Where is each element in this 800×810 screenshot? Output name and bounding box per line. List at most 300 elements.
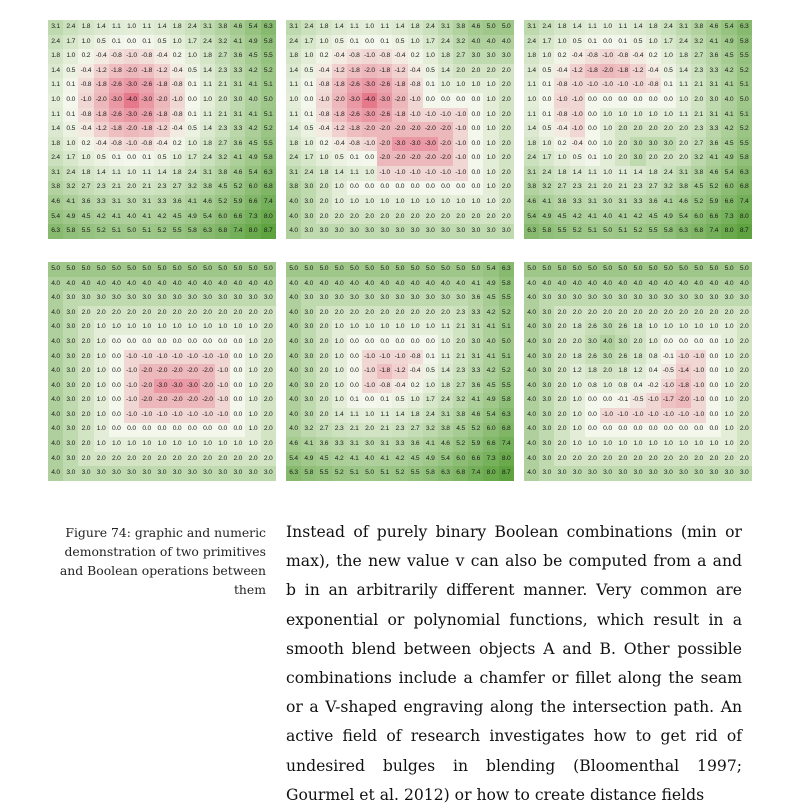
grid-cell: 1.1	[676, 78, 691, 93]
grid-cell: 5.4	[483, 262, 498, 277]
grid-cell: 1.0	[438, 78, 453, 93]
grid-cell: -1.0	[570, 122, 585, 137]
grid-cell: 4.0	[48, 306, 63, 321]
grid-cell: 1.4	[48, 122, 63, 137]
grid-cell: 0.0	[230, 364, 245, 379]
grid-cell: 4.0	[554, 277, 569, 292]
grid-cell: 2.0	[316, 408, 331, 423]
grid-cell: 4.1	[109, 210, 124, 225]
grid-cell: 0.8	[585, 379, 600, 394]
grid-cell: 2.0	[200, 306, 215, 321]
grid-cell: 3.0	[301, 393, 316, 408]
grid-cell: 5.0	[483, 20, 498, 35]
grid-cell: 5.2	[737, 64, 752, 79]
grid-cell: 2.0	[109, 452, 124, 467]
grid-cell: 3.0	[483, 224, 498, 239]
grid-cell: -1.0	[585, 78, 600, 93]
grid-cell: -1.2	[392, 364, 407, 379]
grid-cell: 2.0	[600, 181, 615, 196]
grid-cell: 8.0	[245, 224, 260, 239]
grid-cell: 1.1	[524, 78, 539, 93]
grid-cell: 5.0	[646, 262, 661, 277]
grid-cell: 4.0	[524, 466, 539, 481]
grid-cell: 2.0	[615, 122, 630, 137]
grid-cell: 1.0	[316, 35, 331, 50]
grid-cell: 3.0	[539, 379, 554, 394]
grid-cell: 1.0	[392, 195, 407, 210]
grid-cell: 3.3	[468, 364, 483, 379]
grid-cell: 1.8	[48, 137, 63, 152]
grid-cell: 2.0	[499, 137, 514, 152]
grid-cell: 0.1	[63, 78, 78, 93]
grid-cell: 3.3	[706, 64, 721, 79]
grid-cell: 0.5	[185, 122, 200, 137]
grid-cell: -0.8	[170, 78, 185, 93]
grid-cell: 6.3	[200, 224, 215, 239]
grid-cell: 2.0	[215, 306, 230, 321]
distance-grid-e	[286, 262, 514, 481]
grid-cell: 2.1	[615, 181, 630, 196]
grid-cell: 4.0	[200, 277, 215, 292]
grid-cell: 3.1	[676, 20, 691, 35]
grid-cell: 4.6	[468, 20, 483, 35]
grid-cell: 5.0	[585, 262, 600, 277]
grid-cell: 0.0	[109, 379, 124, 394]
grid-cell: 3.8	[215, 20, 230, 35]
grid-cell: -2.0	[154, 364, 169, 379]
grid-cell: 3.3	[332, 437, 347, 452]
grid-cell: 6.3	[499, 408, 514, 423]
grid-cell: 4.0	[347, 277, 362, 292]
grid-cell: -1.0	[453, 166, 468, 181]
grid-cell: 5.0	[737, 93, 752, 108]
grid-cell: 3.3	[230, 64, 245, 79]
grid-cell: 0.0	[423, 181, 438, 196]
grid-cell: 2.0	[676, 306, 691, 321]
grid-cell: 1.1	[347, 408, 362, 423]
grid-cell: 0.2	[316, 49, 331, 64]
grid-cell: 1.0	[570, 379, 585, 394]
grid-cell: 4.0	[139, 277, 154, 292]
grid-cell: 1.0	[676, 320, 691, 335]
grid-cell: -3.0	[362, 108, 377, 123]
grid-cell: -1.0	[215, 350, 230, 365]
grid-cell: 2.0	[261, 379, 276, 394]
grid-cell: 4.0	[48, 452, 63, 467]
grid-cell: 1.0	[721, 350, 736, 365]
grid-cell: 3.0	[200, 466, 215, 481]
grid-cell: -1.0	[215, 393, 230, 408]
grid-cell: 6.8	[499, 423, 514, 438]
grid-cell: 4.0	[48, 408, 63, 423]
grid-cell: 0.4	[630, 379, 645, 394]
grid-cell: 1.0	[332, 364, 347, 379]
grid-cell: 3.0	[600, 350, 615, 365]
grid-cell: -2.0	[139, 379, 154, 394]
grid-cell: 7.3	[483, 452, 498, 467]
grid-cell: 2.0	[316, 393, 331, 408]
grid-cell: 1.0	[483, 78, 498, 93]
grid-cell: 4.0	[468, 35, 483, 50]
grid-cell: 3.8	[691, 166, 706, 181]
body-paragraph: Instead of purely binary Boolean combinations (min or max), the new value v can also be computed from a and b in an arbitrarily different manner. Very common are exponential or polynomial functions, which result in a smooth blend between objects A and B. Other possible combinations include a chamfer or fillet along the seam or a V-shaped engraving along the intersection path. An active field of research investigates how to get rid of undesired bulges in blending (Bloomenthal 1997; Gourmel et al. 2012) or how to create distance fields	[286, 523, 742, 804]
grid-cell: 2.0	[646, 306, 661, 321]
grid-cell: 5.0	[139, 262, 154, 277]
grid-cell: 3.3	[154, 195, 169, 210]
grid-cell: 1.0	[154, 320, 169, 335]
grid-cell: 5.5	[78, 224, 93, 239]
grid-cell: 2.0	[721, 452, 736, 467]
grid-cell: 3.0	[499, 224, 514, 239]
grid-cell: 4.0	[524, 408, 539, 423]
grid-cell: 1.0	[661, 320, 676, 335]
grid-cell: 3.0	[539, 437, 554, 452]
grid-cell: -1.8	[615, 64, 630, 79]
grid-cell: 1.1	[585, 166, 600, 181]
grid-cell: 4.1	[245, 108, 260, 123]
grid-cell: 3.0	[453, 291, 468, 306]
grid-cell: 2.6	[585, 320, 600, 335]
grid-cell: -0.4	[332, 137, 347, 152]
grid-cell: 5.5	[499, 379, 514, 394]
grid-cell: 1.7	[301, 151, 316, 166]
grid-cell: 4.0	[286, 195, 301, 210]
grid-cell: 0.5	[570, 35, 585, 50]
grid-cell: 2.0	[737, 364, 752, 379]
grid-cell: 2.4	[63, 166, 78, 181]
grid-cell: 2.0	[408, 210, 423, 225]
grid-cell: 2.0	[646, 151, 661, 166]
grid-cell: 2.0	[615, 137, 630, 152]
grid-cell: 4.0	[94, 277, 109, 292]
grid-cell: -0.8	[408, 78, 423, 93]
grid-cell: 2.0	[423, 306, 438, 321]
grid-cell: 1.0	[408, 195, 423, 210]
grid-cell: 4.1	[661, 195, 676, 210]
grid-cell: 6.0	[691, 210, 706, 225]
grid-cell: 2.0	[676, 137, 691, 152]
grid-cell: -0.8	[139, 137, 154, 152]
grid-cell: 2.0	[332, 306, 347, 321]
grid-cell: 2.4	[301, 166, 316, 181]
grid-cell: 1.0	[721, 393, 736, 408]
grid-cell: 3.1	[585, 195, 600, 210]
grid-cell: 5.8	[423, 466, 438, 481]
grid-cell: 1.4	[200, 64, 215, 79]
grid-cell: 1.1	[347, 166, 362, 181]
grid-cell: 2.0	[362, 423, 377, 438]
grid-cell: 3.0	[539, 320, 554, 335]
grid-cell: 4.0	[524, 364, 539, 379]
grid-cell: 5.1	[139, 224, 154, 239]
grid-cell: -1.0	[691, 408, 706, 423]
grid-cell: 2.0	[392, 306, 407, 321]
grid-cell: 5.0	[200, 262, 215, 277]
grid-cell: 6.3	[524, 224, 539, 239]
grid-cell: 4.9	[423, 452, 438, 467]
grid-cell: 4.0	[286, 277, 301, 292]
grid-cell: 3.6	[468, 291, 483, 306]
grid-cell: 0.1	[301, 78, 316, 93]
grid-cell: 3.0	[676, 466, 691, 481]
grid-cell: 0.0	[468, 151, 483, 166]
grid-cell: -1.0	[661, 408, 676, 423]
grid-cell: 2.0	[261, 335, 276, 350]
grid-cell: 2.3	[691, 64, 706, 79]
grid-cell: 0.0	[706, 423, 721, 438]
grid-cell: 4.9	[245, 35, 260, 50]
grid-cell: -2.0	[170, 364, 185, 379]
grid-cell: 4.0	[154, 277, 169, 292]
grid-cell: 2.0	[554, 437, 569, 452]
grid-cell: 5.0	[539, 262, 554, 277]
grid-cell: 1.4	[630, 166, 645, 181]
grid-cell: 4.2	[392, 452, 407, 467]
grid-cell: 0.1	[347, 393, 362, 408]
grid-cell: 2.0	[554, 423, 569, 438]
grid-cell: 3.1	[230, 78, 245, 93]
grid-cell: 0.0	[109, 423, 124, 438]
grid-cell: -0.8	[139, 49, 154, 64]
grid-cell: 2.4	[539, 166, 554, 181]
grid-cell: 1.0	[676, 93, 691, 108]
grid-cell: 3.0	[585, 466, 600, 481]
grid-cell: 4.0	[362, 452, 377, 467]
grid-cell: -1.0	[600, 78, 615, 93]
grid-cell: -1.7	[661, 393, 676, 408]
grid-cell: 2.4	[48, 151, 63, 166]
grid-cell: 2.0	[78, 350, 93, 365]
grid-cell: 1.4	[332, 408, 347, 423]
grid-cell: 2.0	[499, 181, 514, 196]
grid-cell: 1.0	[245, 423, 260, 438]
grid-cell: 5.0	[570, 262, 585, 277]
grid-cell: 2.0	[316, 195, 331, 210]
grid-cell: 2.1	[109, 181, 124, 196]
grid-cell: 2.0	[554, 335, 569, 350]
grid-cell: 0.0	[539, 93, 554, 108]
grid-cell: 3.0	[63, 335, 78, 350]
grid-cell: 3.0	[154, 466, 169, 481]
grid-cell: 4.2	[154, 210, 169, 225]
grid-cell: 4.9	[245, 151, 260, 166]
grid-cell: 4.0	[170, 277, 185, 292]
grid-cell: 1.0	[154, 437, 169, 452]
grid-cell: 2.4	[676, 35, 691, 50]
grid-cell: -2.0	[438, 151, 453, 166]
grid-cell: 3.0	[539, 335, 554, 350]
grid-cell: 1.0	[170, 437, 185, 452]
grid-cell: 2.0	[646, 122, 661, 137]
grid-cell: 1.0	[570, 408, 585, 423]
grid-cell: 6.6	[483, 437, 498, 452]
grid-cell: 3.0	[539, 350, 554, 365]
grid-cell: 1.0	[646, 35, 661, 50]
grid-cell: 4.0	[261, 277, 276, 292]
grid-cell: 2.0	[78, 335, 93, 350]
grid-cell: 1.8	[408, 408, 423, 423]
grid-cell: 1.4	[392, 20, 407, 35]
grid-cell: 2.4	[423, 408, 438, 423]
grid-cell: 3.0	[706, 93, 721, 108]
grid-cell: 2.0	[499, 166, 514, 181]
grid-cell: 4.5	[646, 210, 661, 225]
grid-cell: -1.0	[78, 93, 93, 108]
grid-cell: 4.6	[48, 195, 63, 210]
grid-cell: -1.8	[347, 122, 362, 137]
grid-cell: -1.0	[438, 108, 453, 123]
grid-cell: -0.8	[377, 49, 392, 64]
grid-cell: -1.0	[215, 379, 230, 394]
grid-cell: 1.0	[661, 437, 676, 452]
grid-cell: 4.0	[524, 452, 539, 467]
grid-cell: 4.0	[570, 277, 585, 292]
grid-cell: 0.0	[630, 93, 645, 108]
grid-cell: 3.0	[63, 364, 78, 379]
grid-cell: 3.0	[301, 379, 316, 394]
grid-cell: 4.5	[245, 137, 260, 152]
grid-cell: 5.4	[245, 20, 260, 35]
grid-cell: 4.0	[109, 277, 124, 292]
grid-cell: 1.0	[332, 320, 347, 335]
grid-cell: 4.0	[63, 277, 78, 292]
grid-cell: -2.6	[377, 108, 392, 123]
grid-cell: 1.1	[347, 20, 362, 35]
grid-cell: 2.0	[499, 210, 514, 225]
grid-cell: 1.0	[646, 335, 661, 350]
grid-cell: 0.0	[468, 181, 483, 196]
grid-cell: 4.0	[286, 306, 301, 321]
grid-cell: -0.8	[554, 78, 569, 93]
grid-cell: 2.0	[261, 408, 276, 423]
grid-cell: 2.0	[554, 320, 569, 335]
grid-cell: 0.0	[230, 408, 245, 423]
grid-cell: 5.2	[261, 64, 276, 79]
grid-cell: 0.5	[392, 393, 407, 408]
grid-cell: 2.7	[170, 181, 185, 196]
grid-cell: 1.8	[316, 166, 331, 181]
grid-cell: 1.4	[332, 20, 347, 35]
grid-cell: 4.0	[286, 393, 301, 408]
grid-cell: 2.0	[737, 320, 752, 335]
grid-cell: 5.8	[261, 35, 276, 50]
grid-cell: 3.0	[63, 466, 78, 481]
grid-cell: 1.8	[48, 49, 63, 64]
grid-cell: -1.2	[570, 64, 585, 79]
grid-cell: 4.0	[286, 335, 301, 350]
grid-cell: 1.0	[468, 78, 483, 93]
grid-cell: 1.0	[215, 437, 230, 452]
grid-cell: 0.0	[230, 379, 245, 394]
grid-cell: 2.0	[499, 64, 514, 79]
grid-cell: -1.0	[139, 408, 154, 423]
distance-grid-d	[48, 262, 276, 481]
grid-cell: 1.0	[245, 350, 260, 365]
grid-cell: 3.0	[347, 291, 362, 306]
grid-cell: -1.0	[392, 166, 407, 181]
grid-cell: 1.1	[139, 20, 154, 35]
grid-cell: -2.0	[185, 364, 200, 379]
grid-cell: 1.0	[661, 49, 676, 64]
grid-cell: -2.0	[392, 93, 407, 108]
grid-cell: 1.7	[661, 35, 676, 50]
grid-cell: 3.0	[78, 291, 93, 306]
grid-cell: 2.0	[499, 108, 514, 123]
grid-cell: 3.0	[245, 291, 260, 306]
grid-cell: -2.0	[408, 122, 423, 137]
grid-cell: -1.2	[332, 64, 347, 79]
distance-grid-a	[48, 20, 276, 239]
grid-cell: 0.1	[377, 393, 392, 408]
grid-cell: -1.0	[200, 408, 215, 423]
grid-cell: 2.1	[377, 423, 392, 438]
grid-cell: 1.1	[286, 78, 301, 93]
grid-cell: 3.0	[63, 291, 78, 306]
grid-cell: 3.0	[661, 291, 676, 306]
grid-cell: 5.0	[245, 262, 260, 277]
grid-cell: 1.0	[230, 437, 245, 452]
grid-cell: 5.1	[261, 78, 276, 93]
grid-cell: 1.0	[646, 437, 661, 452]
grid-cell: -0.4	[554, 64, 569, 79]
grid-cell: 2.0	[570, 335, 585, 350]
grid-cell: 1.0	[215, 320, 230, 335]
grid-cell: 5.8	[185, 224, 200, 239]
grid-cell: 2.0	[316, 350, 331, 365]
grid-cell: 0.0	[124, 335, 139, 350]
grid-cell: -1.0	[570, 93, 585, 108]
grid-cell: 1.0	[63, 49, 78, 64]
grid-cell: 5.1	[499, 320, 514, 335]
grid-cell: 0.0	[392, 181, 407, 196]
grid-cell: 1.0	[94, 364, 109, 379]
grid-cell: 3.0	[347, 224, 362, 239]
grid-cell: 5.0	[286, 262, 301, 277]
grid-cell: 3.0	[539, 306, 554, 321]
grid-cell: 5.1	[737, 108, 752, 123]
grid-cell: 4.0	[585, 277, 600, 292]
grid-cell: 0.0	[170, 423, 185, 438]
grid-cell: 1.0	[332, 335, 347, 350]
grid-cell: 1.0	[185, 137, 200, 152]
grid-cell: 1.0	[94, 393, 109, 408]
grid-cell: 2.0	[646, 452, 661, 467]
grid-cell: 0.2	[408, 379, 423, 394]
grid-cell: 1.4	[570, 20, 585, 35]
grid-cell: 4.0	[483, 335, 498, 350]
grid-cell: 2.0	[691, 93, 706, 108]
grid-cell: -1.8	[332, 108, 347, 123]
grid-cell: -1.8	[139, 64, 154, 79]
grid-cell: 2.6	[615, 320, 630, 335]
grid-cell: 4.0	[737, 277, 752, 292]
grid-cell: 3.8	[286, 181, 301, 196]
grid-cell: 0.0	[185, 93, 200, 108]
grid-cell: 1.0	[483, 195, 498, 210]
grid-cell: 0.0	[124, 35, 139, 50]
grid-cell: 2.0	[377, 210, 392, 225]
grid-cell: 1.0	[286, 93, 301, 108]
grid-cell: -3.0	[362, 78, 377, 93]
grid-cell: 1.0	[94, 335, 109, 350]
grid-cell: 3.1	[347, 437, 362, 452]
grid-cell: 3.0	[215, 291, 230, 306]
grid-cell: 3.0	[539, 393, 554, 408]
grid-cell: 2.4	[423, 20, 438, 35]
grid-cell: 3.0	[362, 224, 377, 239]
grid-cell: 6.3	[737, 20, 752, 35]
grid-cell: 8.0	[499, 452, 514, 467]
